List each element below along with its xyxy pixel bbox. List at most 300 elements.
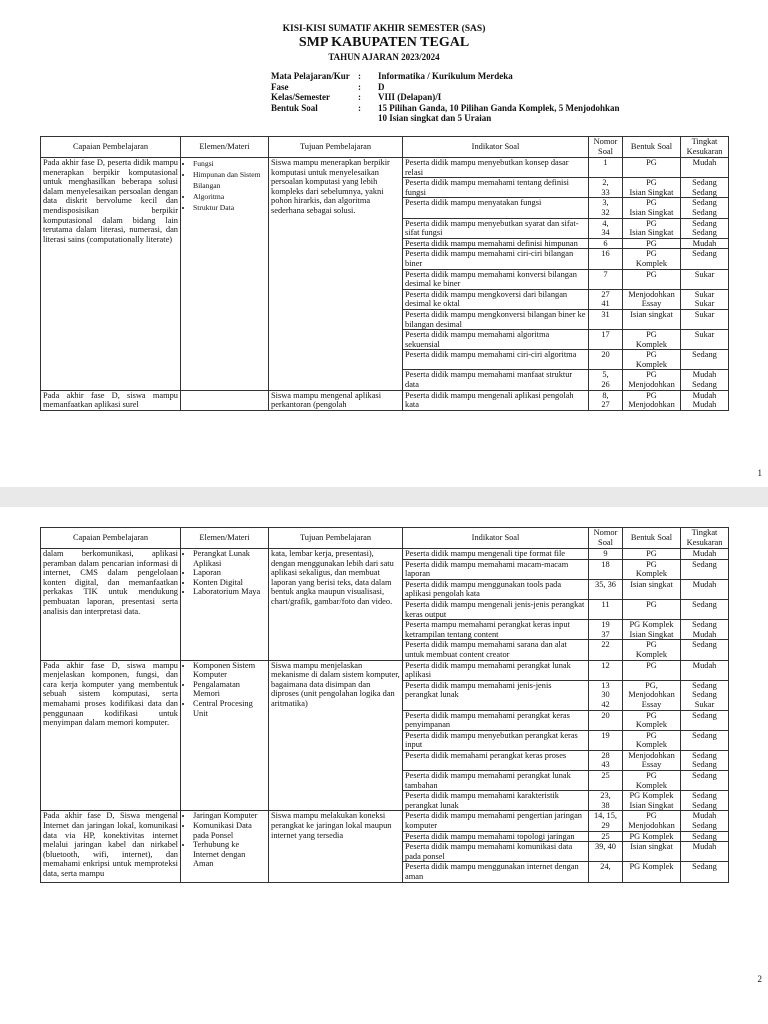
tingkat-cell xyxy=(681,549,729,560)
cell-text: 37 xyxy=(601,629,610,639)
indikator-cell: Peserta didik mampu memahami ciri-ciri algoritma xyxy=(403,350,589,370)
cell-text: Mudah xyxy=(692,811,717,821)
col-header: Tingkat Kesukaran xyxy=(681,528,729,549)
cell-text: Sedang xyxy=(692,599,717,609)
tingkat-cell xyxy=(681,390,729,410)
cell-text: 27 xyxy=(601,400,610,410)
col-header: Indikator Soal xyxy=(403,137,589,158)
tingkat-cell xyxy=(681,831,729,842)
elemen-item: • Jaringan Komputer xyxy=(193,811,266,821)
cell-text: 2, xyxy=(602,178,609,188)
indikator-cell: Peserta didik mampu memahami tentang definisi fungsi xyxy=(403,178,589,198)
bentuk-cell xyxy=(623,660,681,680)
cell-text: Mudah xyxy=(692,549,717,558)
indikator-cell: Peserta didik mampu memahami konversi bilangan desimal ke biner xyxy=(403,269,589,289)
bentuk-cell xyxy=(623,680,681,710)
cell-text: 19 xyxy=(601,620,610,630)
cell-text: 22 xyxy=(601,640,610,650)
col-header: Tujuan Pembelajaran xyxy=(269,137,403,158)
bentuk-cell xyxy=(623,198,681,218)
cell-text: Sedang xyxy=(692,760,717,770)
cell-text: 39, 40 xyxy=(595,842,616,852)
cell-text: 7 xyxy=(603,269,608,279)
bentuk-cell xyxy=(623,269,681,289)
cell-text: 1 xyxy=(603,158,608,167)
tujuan-cell: Siswa mampu melakukan koneksi perangkat ke jaringan lokal maupun internet yang tersedia xyxy=(269,811,403,882)
bentuk-cell xyxy=(623,350,681,370)
cell-text: 20 xyxy=(601,350,610,360)
col-header: Tujuan Pembelajaran xyxy=(269,528,403,549)
cell-text: Sedang xyxy=(692,800,717,810)
nomor-cell xyxy=(589,178,623,198)
elemen-item: • Pengalamatan Memori xyxy=(193,680,266,699)
cell-text: PG xyxy=(646,771,657,781)
table-row xyxy=(41,811,729,831)
cell-text: 27 xyxy=(601,289,610,299)
elemen-list xyxy=(183,811,266,869)
bentuk-cell xyxy=(623,579,681,599)
cell-text: PG xyxy=(646,330,657,340)
indikator-cell: Peserta didik mampu memahami komunikasi data pada ponsel xyxy=(403,842,589,862)
cell-text: Essay xyxy=(641,760,662,770)
capaian-cell: Pada akhir fase D, Siswa mengenal Internet dan jaringan lokal, komunikasi data via HP, konektivitas internet melalui jaringan kabel dan nirkabel (bluetooth, wifi, internet), dan memahami enkripsi untuk memproteksi data, serta mampu xyxy=(41,811,181,882)
cell-text: Sedang xyxy=(692,620,717,630)
elemen-item: • Perangkat Lunak Aplikasi xyxy=(193,549,266,568)
bentuk-cell xyxy=(623,710,681,730)
bentuk-cell xyxy=(623,730,681,750)
cell-text: PG xyxy=(646,178,657,188)
elemen-cell xyxy=(181,549,269,661)
meta-row: 10 Isian singkat dan 5 Uraian xyxy=(378,113,492,123)
cell-text: Menjodohkan xyxy=(628,821,675,831)
cell-text: Komplek xyxy=(635,649,668,659)
elemen-item: • Laboratorium Maya xyxy=(193,587,266,597)
nomor-cell xyxy=(589,680,623,710)
nomor-cell xyxy=(589,791,623,811)
indikator-cell: Peserta didik mampu menyebutkan syarat dan sifat-sifat fungsi xyxy=(403,218,589,238)
elemen-item: • Central Procesing Unit xyxy=(193,699,266,718)
cell-text: Mudah xyxy=(692,370,717,380)
cell-text: Sedang xyxy=(692,710,717,720)
meta-info xyxy=(271,71,678,124)
bentuk-cell xyxy=(623,218,681,238)
elemen-cell xyxy=(181,390,269,410)
cell-text: Komplek xyxy=(635,339,668,349)
col-header: Nomor Soal xyxy=(589,137,623,158)
cell-text: Isian singkat xyxy=(630,842,673,852)
indikator-cell: Peserta didik mampu memahami macam-macam laporan xyxy=(403,559,589,579)
capaian-cell: Pada akhir fase D, siswa mampu memanfaatkan aplikasi surel xyxy=(41,390,181,410)
col-header: Indikator Soal xyxy=(403,528,589,549)
table-row xyxy=(41,390,729,410)
nomor-cell xyxy=(589,370,623,390)
cell-text: PG Komplek xyxy=(629,862,674,872)
cell-text: PG xyxy=(646,390,657,400)
indikator-cell: Peserta didik mampu memahami topologi jaringan xyxy=(403,831,589,842)
tingkat-cell xyxy=(681,620,729,640)
indikator-cell: Peserta didik mampu mengenali tipe format file xyxy=(403,549,589,560)
cell-text: 41 xyxy=(601,299,610,309)
cell-text: PG xyxy=(646,640,657,650)
tingkat-cell xyxy=(681,811,729,831)
nomor-cell xyxy=(589,842,623,862)
bentuk-cell xyxy=(623,750,681,770)
indikator-cell: Peserta didik mampu memahami perangkat keras penyimpanan xyxy=(403,710,589,730)
elemen-list xyxy=(183,661,266,719)
cell-text: Sedang xyxy=(692,559,717,569)
bentuk-cell xyxy=(623,289,681,309)
cell-text: Komplek xyxy=(635,740,668,750)
nomor-cell xyxy=(589,350,623,370)
cell-text: Menjodohkan xyxy=(628,690,675,700)
col-header: Elemen/Materi xyxy=(181,137,269,158)
indikator-cell: Peserta didik mampu memahami sarana dan alat untuk membuat content creator xyxy=(403,640,589,660)
cell-text: PG xyxy=(646,730,657,740)
document-page-1 xyxy=(0,0,768,487)
cell-text: PG xyxy=(646,158,657,167)
cell-text: 17 xyxy=(601,330,610,340)
nomor-cell xyxy=(589,269,623,289)
bentuk-cell xyxy=(623,620,681,640)
cell-text: Isian singkat xyxy=(630,579,673,589)
cell-text: Isian singkat xyxy=(630,309,673,319)
cell-text: 24, xyxy=(600,862,611,872)
cell-text: Mudah xyxy=(692,660,717,670)
table-row xyxy=(41,660,729,680)
cell-text: Sedang xyxy=(692,690,717,700)
nomor-cell xyxy=(589,710,623,730)
nomor-cell xyxy=(589,289,623,309)
cell-text: Isian Singkat xyxy=(629,228,674,238)
indikator-cell: Peserta didik mampu menggunakan internet dengan aman xyxy=(403,862,589,882)
tujuan-cell: Siswa mampu mengenal aplikasi perkantoran (pengolah xyxy=(269,390,403,410)
cell-text: 18 xyxy=(601,559,610,569)
cell-text: Isian Singkat xyxy=(629,207,674,217)
cell-text: PG xyxy=(646,249,657,259)
bentuk-cell xyxy=(623,791,681,811)
nomor-cell xyxy=(589,771,623,791)
cell-text: 30 xyxy=(601,690,610,700)
cell-text: Menjodohkan xyxy=(628,400,675,410)
indikator-cell: Peserta didik mampu menyebutkan konsep dasar relasi xyxy=(403,158,589,178)
nomor-cell xyxy=(589,249,623,269)
indikator-cell: Peserta didik mampu memahami pengertian jaringan komputer xyxy=(403,811,589,831)
tingkat-cell xyxy=(681,350,729,370)
cell-text: 43 xyxy=(601,760,610,770)
cell-text: 4, xyxy=(602,218,609,228)
cell-text: Sedang xyxy=(692,750,717,760)
bentuk-cell xyxy=(623,559,681,579)
nomor-cell xyxy=(589,599,623,619)
tingkat-cell xyxy=(681,579,729,599)
cell-text: PG xyxy=(646,370,657,380)
cell-text: Mudah xyxy=(692,238,717,248)
cell-text: Isian Singkat xyxy=(629,187,674,197)
bentuk-cell xyxy=(623,238,681,249)
indikator-cell: Peserta didik mampu memahami karakteristik perangkat lunak xyxy=(403,791,589,811)
tingkat-cell xyxy=(681,640,729,660)
tujuan-cell: kata, lembar kerja, presentasi), dengan menggunakan lebih dari satu aplikasi sekaligus, dan membuat laporan yang berisi teks, data dalam bentuk angka maupun visualisasi, chart/grafik, gambar/foto dan video. xyxy=(269,549,403,661)
cell-text: 3, xyxy=(602,198,609,208)
nomor-cell xyxy=(589,750,623,770)
cell-text: 38 xyxy=(601,800,610,810)
nomor-cell xyxy=(589,218,623,238)
cell-text: 28 xyxy=(601,750,610,760)
indikator-cell: Peserta didik mampu memahami definisi himpunan xyxy=(403,238,589,249)
capaian-cell: Pada akhir fase D, siswa mampu menjelaskan komponen, fungsi, dan cara kerja komputer yang membentuk sebuah sistem komputasi, serta memahami proses kodifikasi data dan penggunaan kodifikasi untuk menyimpan dalam memori komputer. xyxy=(41,660,181,811)
bentuk-cell xyxy=(623,330,681,350)
elemen-item: • Laporan xyxy=(193,568,266,578)
cell-text: 34 xyxy=(601,228,610,238)
cell-text: 8, xyxy=(602,390,609,400)
cell-text: Mudah xyxy=(692,158,717,167)
bentuk-cell xyxy=(623,599,681,619)
tingkat-cell xyxy=(681,559,729,579)
cell-text: 35, 36 xyxy=(595,579,616,589)
cell-text: PG Komplek xyxy=(629,791,674,801)
cell-text: PG xyxy=(646,811,657,821)
cell-text: 19 xyxy=(601,730,610,740)
cell-text: Sedang xyxy=(692,187,717,197)
meta-row: Kelas/Semester : VIII (Delapan)/I xyxy=(271,92,442,102)
col-header: Bentuk Soal xyxy=(623,528,681,549)
nomor-cell xyxy=(589,620,623,640)
cell-text: 25 xyxy=(601,771,610,781)
bentuk-cell xyxy=(623,771,681,791)
tingkat-cell xyxy=(681,842,729,862)
elemen-item: • Struktur Data xyxy=(193,202,266,213)
table-header-row xyxy=(41,528,729,549)
elemen-item: • Terhubung ke Internet dengan Aman xyxy=(193,840,266,869)
nomor-cell xyxy=(589,660,623,680)
indikator-cell: Peserta didik mampu mengenali aplikasi pengolah kata xyxy=(403,390,589,410)
cell-text: PG xyxy=(646,350,657,360)
bentuk-cell xyxy=(623,549,681,560)
cell-text: 6 xyxy=(603,238,608,248)
nomor-cell xyxy=(589,862,623,882)
bentuk-cell xyxy=(623,390,681,410)
document-page-2 xyxy=(0,507,768,1024)
tingkat-cell xyxy=(681,710,729,730)
cell-text: 25 xyxy=(601,831,610,841)
tingkat-cell xyxy=(681,158,729,178)
page-separator xyxy=(0,487,768,507)
cell-text: Isian Singkat xyxy=(629,629,674,639)
cell-text: Sedang xyxy=(692,771,717,781)
indikator-cell: Peserta mampu memahami perangkat keras input ketrampilan tentang content xyxy=(403,620,589,640)
nomor-cell xyxy=(589,640,623,660)
elemen-item: • Konten Digital xyxy=(193,578,266,588)
cell-text: Sedang xyxy=(692,730,717,740)
cell-text: Sedang xyxy=(692,680,717,690)
capaian-cell: dalam berkomunikasi, aplikasi peramban dalam pencarian informasi di internet, CMS dalam pengelolaan konten digital, dan memanfaatkan perkakas TIK untuk mendukung pembuatan laporan, presentasi serta analisis dan interpretasi data. xyxy=(41,549,181,661)
cell-text: PG Komplek xyxy=(629,831,674,841)
col-header: Bentuk Soal xyxy=(623,137,681,158)
cell-text: Sedang xyxy=(692,831,717,841)
tingkat-cell xyxy=(681,289,729,309)
cell-text: PG, xyxy=(645,680,658,690)
nomor-cell xyxy=(589,579,623,599)
cell-text: 5, xyxy=(602,370,609,380)
col-header: Capaian Pembelajaran xyxy=(41,137,181,158)
cell-text: Komplek xyxy=(635,359,668,369)
tingkat-cell xyxy=(681,178,729,198)
cell-text: Mudah xyxy=(692,400,717,410)
elemen-item: • Himpunan dan Sistem Bilangan xyxy=(193,169,266,191)
cell-text: Sedang xyxy=(692,791,717,801)
tingkat-cell xyxy=(681,238,729,249)
meta-row: Bentuk Soal : 15 Pilihan Ganda, 10 Pilihan Ganda Komplek, 5 Menjodohkan xyxy=(271,102,620,113)
cell-text: 13 xyxy=(601,680,610,690)
cell-text: Sedang xyxy=(692,249,717,259)
school-name: SMP KABUPATEN TEGAL xyxy=(298,35,470,50)
cell-text: PG xyxy=(646,599,657,609)
cell-text: Sedang xyxy=(692,640,717,650)
cell-text: Isian Singkat xyxy=(629,800,674,810)
nomor-cell xyxy=(589,390,623,410)
elemen-item: • Fungsi xyxy=(193,158,266,169)
cell-text: Essay xyxy=(641,699,662,709)
elemen-item: • Komponen Sistem Komputer xyxy=(193,661,266,680)
nomor-cell xyxy=(589,811,623,831)
cell-text: Sedang xyxy=(692,380,717,390)
tingkat-cell xyxy=(681,269,729,289)
cell-text: Menjodohkan xyxy=(628,289,675,299)
nomor-cell xyxy=(589,238,623,249)
tingkat-cell xyxy=(681,218,729,238)
cell-text: Komplek xyxy=(635,258,668,268)
table-row xyxy=(41,549,729,560)
elemen-cell xyxy=(181,158,269,391)
cell-text: 33 xyxy=(601,187,610,197)
cell-text: Mudah xyxy=(692,629,717,639)
cell-text: Sedang xyxy=(692,218,717,228)
cell-text: Komplek xyxy=(635,569,668,579)
cell-text: Sukar xyxy=(694,269,715,279)
nomor-cell xyxy=(589,158,623,178)
table-row xyxy=(41,158,729,178)
cell-text: 9 xyxy=(603,549,608,558)
indikator-cell: Peserta didik mampu memahami perangkat lunak tambahan xyxy=(403,771,589,791)
nomor-cell xyxy=(589,831,623,842)
indikator-cell: Peserta didik mampu memahami manfaat struktur data xyxy=(403,370,589,390)
cell-text: PG xyxy=(646,559,657,569)
indikator-cell: Peserta didik mampu memahami ciri-ciri bilangan biner xyxy=(403,249,589,269)
cell-text: Menjodohkan xyxy=(628,750,675,760)
academic-year: TAHUN AJARAN 2023/2024 xyxy=(328,52,440,62)
cell-text: 29 xyxy=(601,821,610,831)
cell-text: 12 xyxy=(601,660,610,670)
cell-text: PG xyxy=(646,710,657,720)
col-header: Nomor Soal xyxy=(589,528,623,549)
cell-text: Sedang xyxy=(692,207,717,217)
elemen-item: • Komunikasi Data pada Ponsel xyxy=(193,821,266,840)
col-header: Tingkat Kesukaran xyxy=(681,137,729,158)
tujuan-cell: Siswa mampu menerapkan berpikir komputasi untuk menyelesaikan persoalan komputasi yang lebih kompleks dari sebelumnya, yakni pohon hirarkis, dan algoritma sederhana sebagai solusi. xyxy=(269,158,403,391)
page-number: 1 xyxy=(757,468,762,478)
tingkat-cell xyxy=(681,730,729,750)
cell-text: Sedang xyxy=(692,350,717,360)
bentuk-cell xyxy=(623,178,681,198)
col-header: Capaian Pembelajaran xyxy=(41,528,181,549)
cell-text: 14, 15, xyxy=(593,811,618,821)
nomor-cell xyxy=(589,198,623,218)
elemen-list xyxy=(183,549,266,597)
cell-text: 32 xyxy=(601,207,610,217)
cell-text: Sedang xyxy=(692,178,717,188)
indikator-cell: Peserta didik mampu memahami algoritma sekuensial xyxy=(403,330,589,350)
cell-text: Sukar xyxy=(694,330,715,340)
indikator-cell: Peserta didik mampu mengkoversi dari bilangan desimal ke oktal xyxy=(403,289,589,309)
tingkat-cell xyxy=(681,330,729,350)
col-header: Elemen/Materi xyxy=(181,528,269,549)
cell-text: 16 xyxy=(601,249,610,259)
tingkat-cell xyxy=(681,791,729,811)
bentuk-cell xyxy=(623,370,681,390)
kisi-table-page-1 xyxy=(40,136,729,411)
cell-text: Essay xyxy=(641,299,662,309)
nomor-cell xyxy=(589,309,623,329)
tujuan-cell: Siswa mampu menjelaskan mekanisme di dalam sistem komputer, bagaimana data disimpan dan diproses (unit pengolahan logika dan aritmatika) xyxy=(269,660,403,811)
cell-text: 31 xyxy=(601,309,610,319)
cell-text: Sedang xyxy=(692,821,717,831)
indikator-cell: Peserta didik mampu menyatakan fungsi xyxy=(403,198,589,218)
cell-text: 42 xyxy=(601,699,610,709)
cell-text: PG Komplek xyxy=(629,620,674,630)
meta-row: Fase : D xyxy=(271,81,385,92)
cell-text: Mudah xyxy=(692,842,717,852)
cell-text: Sukar xyxy=(694,309,715,319)
bentuk-cell xyxy=(623,249,681,269)
elemen-list xyxy=(183,158,266,213)
kisi-table-page-2 xyxy=(40,527,729,883)
tingkat-cell xyxy=(681,198,729,218)
cell-text: PG xyxy=(646,269,657,279)
bentuk-cell xyxy=(623,831,681,842)
bentuk-cell xyxy=(623,158,681,178)
cell-text: Komplek xyxy=(635,780,668,790)
indikator-cell: Peserta didik mampu memahami perangkat lunak aplikasi xyxy=(403,660,589,680)
bentuk-cell xyxy=(623,640,681,660)
tingkat-cell xyxy=(681,750,729,770)
cell-text: PG xyxy=(646,238,657,248)
cell-text: PG xyxy=(646,218,657,228)
cell-text: Sukar xyxy=(694,699,715,709)
tingkat-cell xyxy=(681,309,729,329)
tingkat-cell xyxy=(681,599,729,619)
bentuk-cell xyxy=(623,842,681,862)
tingkat-cell xyxy=(681,862,729,882)
cell-text: 11 xyxy=(601,599,610,609)
elemen-cell xyxy=(181,811,269,882)
indikator-cell: Peserta didik mampu menggunakan tools pada aplikasi pengolah kata xyxy=(403,579,589,599)
tingkat-cell xyxy=(681,680,729,710)
bentuk-cell xyxy=(623,811,681,831)
cell-text: Mudah xyxy=(692,390,717,400)
nomor-cell xyxy=(589,549,623,560)
tingkat-cell xyxy=(681,249,729,269)
bentuk-cell xyxy=(623,309,681,329)
table-header-row xyxy=(41,137,729,158)
cell-text: PG xyxy=(646,549,657,558)
indikator-cell: Peserta didik mampu mengenali jenis-jenis perangkat keras output xyxy=(403,599,589,619)
indikator-cell: Peserta didik memahami perangkat keras proses xyxy=(403,750,589,770)
cell-text: Sedang xyxy=(692,862,717,872)
cell-text: 23, xyxy=(600,791,611,801)
cell-text: Sedang xyxy=(692,198,717,208)
tingkat-cell xyxy=(681,660,729,680)
cell-text: 20 xyxy=(601,710,610,720)
